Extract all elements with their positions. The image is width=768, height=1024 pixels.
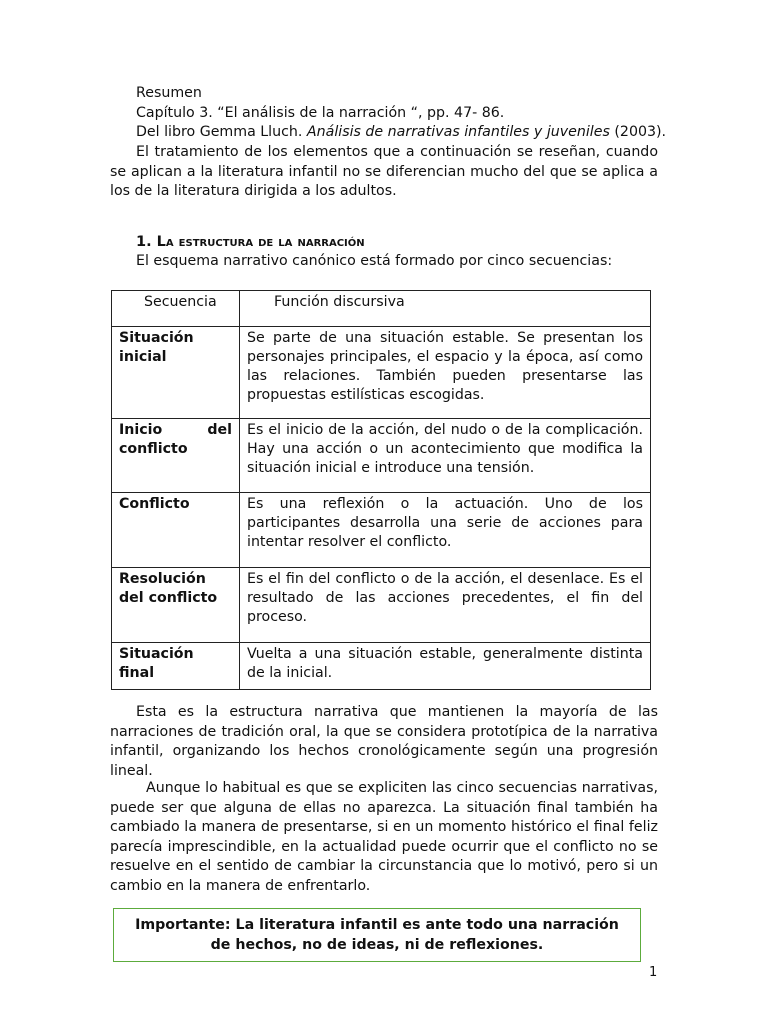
table-header-sequence: Secuencia <box>112 291 240 327</box>
paragraph-variations: Aunque lo habitual es que se expliciten las cinco secuencias narrativas, puede ser que alguna de ellas no aparezca. La situación final también ha cambiado la manera de presentarse, si en un momento histórico el final feliz parecía imprescindible, en la actualidad puede ocurrir que el conflicto no se resuelve en el sentido de cambiar la circunstancia que lo motivó, pero si un cambio en la manera de enfrentarlo. <box>110 780 658 894</box>
table-header-row <box>112 291 651 327</box>
header-resumen: Resumen <box>136 85 202 101</box>
section-intro: El esquema narrativo canónico está formado por cinco secuencias: <box>136 253 613 269</box>
table-cell-function: Vuelta a una situación estable, generalmente distinta de la inicial. <box>240 643 651 690</box>
important-box: Importante: La literatura infantil es ante todo una narración de hechos, no de ideas, ni de reflexiones. <box>113 908 641 962</box>
table-cell-function: Es una reflexión o la actuación. Uno de los participantes desarrolla una serie de acciones para intentar resolver el conflicto. <box>240 493 651 568</box>
table-cell-sequence: Situación final <box>112 643 240 690</box>
document-header <box>136 84 666 143</box>
sequence-table <box>111 290 651 690</box>
table-cell-sequence: Situación inicial <box>112 327 240 419</box>
table-cell-function: Es el inicio de la acción, del nudo o de la complicación. Hay una acción o un acontecimiento que modifica la situación inicial e introduce una tensión. <box>240 419 651 493</box>
header-chapter: Capítulo 3. “El análisis de la narración “, pp. 47- 86. <box>136 104 505 121</box>
table-row <box>112 493 651 568</box>
table-row <box>112 327 651 419</box>
table-cell-function: Se parte de una situación estable. Se presentan los personajes principales, el espacio y la época, así como las relaciones. También pueden presentarse las propuestas estilísticas escogidas. <box>240 327 651 419</box>
table-cell-sequence: Inicio del conflicto <box>112 419 240 493</box>
header-book <box>136 123 666 143</box>
header-book-prefix: Del libro Gemma Lluch. <box>136 124 307 140</box>
header-book-title: Análisis de narrativas infantiles y juveniles <box>306 124 610 140</box>
header-book-year: (2003). <box>609 124 667 140</box>
section-title-text: La estructura de la narración <box>156 234 365 250</box>
paragraph-structure: Esta es la estructura narrativa que mantienen la mayoría de las narraciones de tradición oral, la que se considera prototípica de la narrativa infantil, organizando los hechos cronológicamente según una progresión lineal. <box>110 704 658 779</box>
table-cell-function: Es el fin del conflicto o de la acción, el desenlace. Es el resultado de las acciones precedentes, el fin del proceso. <box>240 568 651 643</box>
table-row <box>112 643 651 690</box>
table-header-function: Función discursiva <box>240 291 651 327</box>
section-number: 1. <box>136 234 157 250</box>
table-row <box>112 419 651 493</box>
intro-paragraph: El tratamiento de los elementos que a continuación se reseñan, cuando se aplican a la literatura infantil no se diferencian mucho del que se aplica a los de la literatura dirigida a los adultos. <box>110 144 658 199</box>
table-row <box>112 568 651 643</box>
table-cell-sequence: Conflicto <box>112 493 240 568</box>
table-cell-sequence: Resolución del conflicto <box>112 568 240 643</box>
page-number: 1 <box>649 965 658 980</box>
section-heading <box>136 234 365 250</box>
